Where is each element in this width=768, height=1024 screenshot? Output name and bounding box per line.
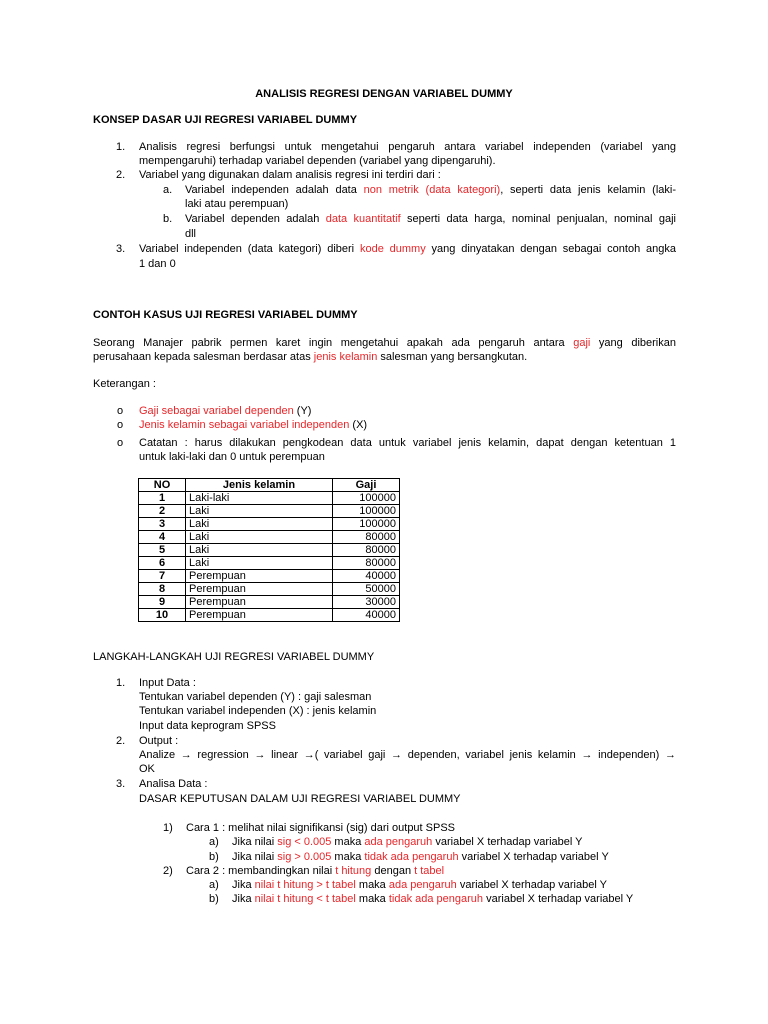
table-row: [139, 531, 400, 544]
table-row: [139, 570, 400, 583]
cell-no: 7: [139, 570, 186, 583]
contoh-paragraph-line-2: [93, 350, 527, 364]
list-letter: a): [209, 879, 219, 891]
cell-jenis-kelamin: Perempuan: [186, 596, 333, 609]
konsep-item-2a-line-2: laki atau perempuan): [185, 198, 289, 210]
highlight-text: tidak ada pengaruh: [364, 851, 459, 863]
cell-no: 5: [139, 544, 186, 557]
cell-no: 3: [139, 518, 186, 531]
list-letter: a): [209, 836, 219, 848]
highlight-text: gaji: [573, 337, 591, 349]
highlight-text: non metrik (data kategori): [363, 184, 501, 196]
step-2-line-1: Analize → regression → linear →( variabel gaji → dependen, variabel jenis kelamin → independen) →: [139, 749, 676, 761]
text-span: Jika: [232, 893, 255, 905]
text-span: Variabel independen (data kategori) diberi: [139, 243, 360, 255]
cell-jenis-kelamin: Laki-laki: [186, 492, 333, 505]
highlight-text: data kuantitatif: [325, 213, 401, 225]
cara-1a-text: [232, 835, 583, 849]
highlight-text: sig > 0.005: [277, 851, 332, 863]
cell-gaji: 40000: [333, 570, 400, 583]
bullet-icon: o: [117, 437, 124, 449]
highlight-text: ada pengaruh: [364, 836, 433, 848]
table-row: [139, 583, 400, 596]
cell-no: 4: [139, 531, 186, 544]
cell-gaji: 100000: [333, 518, 400, 531]
section-heading-konsep: KONSEP DASAR UJI REGRESI VARIABEL DUMMY: [93, 114, 358, 126]
text-span: maka: [355, 893, 389, 905]
text-span: perusahaan kepada salesman berdasar atas: [93, 351, 314, 363]
step-1-line-3: Input data keprogram SPSS: [139, 720, 276, 732]
highlight-text: nilai t hitung > t tabel: [254, 879, 356, 891]
highlight-text: sig < 0.005: [277, 836, 332, 848]
list-number: 3.: [116, 778, 126, 790]
cell-no: 10: [139, 609, 186, 622]
list-number: 1.: [116, 677, 126, 689]
table-row: [139, 505, 400, 518]
highlight-text: tidak ada pengaruh: [388, 893, 484, 905]
step-1-line-2: Tentukan variabel independen (X) : jenis kelamin: [139, 705, 377, 717]
highlight-text: ada pengaruh: [388, 879, 457, 891]
keterangan-item-3-line-2: untuk laki-laki dan 0 untuk perempuan: [139, 451, 325, 463]
text-span: Cara 2 : membandingkan nilai: [186, 865, 336, 877]
salary-data-table: [138, 478, 400, 622]
table-row: [139, 596, 400, 609]
konsep-item-1-line-1: Analisis regresi berfungsi untuk mengetahui pengaruh antara variabel independen (variabel yang: [139, 141, 676, 153]
section-heading-langkah: LANGKAH-LANGKAH UJI REGRESI VARIABEL DUMMY: [93, 651, 375, 663]
step-2-line-2: OK: [139, 763, 155, 775]
column-header-jenis-kelamin: Jenis kelamin: [186, 479, 333, 492]
cell-no: 8: [139, 583, 186, 596]
table-row: [139, 518, 400, 531]
konsep-item-3-line-1: [139, 242, 676, 256]
text-span: Seorang Manajer pabrik permen karet ingin mengetahui apakah ada pengaruh antara: [93, 337, 574, 349]
text-span: seperti data harga, nominal penjualan, nominal gaji: [400, 213, 676, 225]
cell-jenis-kelamin: Laki: [186, 544, 333, 557]
highlight-text: Jenis kelamin sebagai variabel independen: [139, 419, 350, 431]
text-span: Variabel independen adalah data: [185, 184, 364, 196]
step-1-title: Input Data :: [139, 677, 196, 689]
list-number: 2): [163, 865, 173, 877]
cell-gaji: 100000: [333, 492, 400, 505]
text-span: Jika nilai: [232, 836, 278, 848]
cara-2b-text: [232, 892, 633, 906]
highlight-text: kode dummy: [359, 243, 426, 255]
column-header-no: NO: [139, 479, 186, 492]
text-span: (X): [349, 419, 368, 431]
konsep-item-2b-line-2: dll: [185, 228, 197, 240]
table-row: [139, 609, 400, 622]
table-header-row: [139, 479, 400, 492]
list-number: 2.: [116, 169, 126, 181]
cell-jenis-kelamin: Laki: [186, 505, 333, 518]
text-span: variabel X terhadap variabel Y: [432, 836, 583, 848]
text-span: maka: [355, 879, 389, 891]
keterangan-item-1: [139, 404, 311, 418]
cell-no: 9: [139, 596, 186, 609]
cell-gaji: 30000: [333, 596, 400, 609]
cell-gaji: 80000: [333, 531, 400, 544]
cara-1-text: Cara 1 : melihat nilai signifikansi (sig) dari output SPSS: [186, 822, 456, 834]
keterangan-label: Keterangan :: [93, 378, 156, 390]
step-2-title: Output :: [139, 735, 179, 747]
cell-no: 6: [139, 557, 186, 570]
text-span: dengan: [371, 865, 415, 877]
text-span: salesman yang bersangkutan.: [377, 351, 528, 363]
konsep-item-2b-line-1: [185, 212, 676, 226]
table-body: [139, 492, 400, 622]
cell-gaji: 80000: [333, 544, 400, 557]
cell-jenis-kelamin: Laki: [186, 557, 333, 570]
section-heading-contoh: CONTOH KASUS UJI REGRESI VARIABEL DUMMY: [93, 309, 358, 321]
keterangan-item-2: [139, 418, 367, 432]
bullet-icon: o: [117, 405, 124, 417]
cara-2-text: [186, 864, 444, 878]
cell-gaji: 80000: [333, 557, 400, 570]
text-span: (Y): [293, 405, 312, 417]
contoh-paragraph-line-1: [93, 336, 676, 350]
text-span: Variabel dependen adalah: [185, 213, 326, 225]
text-span: variabel X terhadap variabel Y: [458, 851, 609, 863]
document-title: ANALISIS REGRESI DENGAN VARIABEL DUMMY: [255, 88, 513, 100]
list-number: 3.: [116, 243, 126, 255]
cell-jenis-kelamin: Perempuan: [186, 570, 333, 583]
list-letter: b.: [163, 213, 173, 225]
text-span: maka: [331, 836, 365, 848]
konsep-item-1-line-2: mempengaruhi) terhadap variabel dependen (variabel yang dipengaruhi).: [139, 155, 496, 167]
konsep-item-3-line-2: 1 dan 0: [139, 258, 176, 270]
text-span: maka: [331, 851, 365, 863]
table-row: [139, 557, 400, 570]
list-number: 2.: [116, 735, 126, 747]
list-number: 1): [163, 822, 173, 834]
highlight-text: Gaji sebagai variabel dependen: [139, 405, 294, 417]
highlight-text: t tabel: [414, 865, 445, 877]
text-span: variabel X terhadap variabel Y: [483, 893, 634, 905]
text-span: , seperti data jenis kelamin (laki-: [500, 184, 676, 196]
list-letter: b): [209, 851, 219, 863]
konsep-item-2a-line-1: [185, 183, 676, 197]
list-letter: b): [209, 893, 219, 905]
konsep-item-2-line-1: Variabel yang digunakan dalam analisis regresi ini terdiri dari :: [139, 169, 441, 181]
step-3-line-1: DASAR KEPUTUSAN DALAM UJI REGRESI VARIABEL DUMMY: [139, 793, 461, 805]
text-span: yang diberikan: [590, 337, 676, 349]
highlight-text: jenis kelamin: [313, 351, 378, 363]
cell-gaji: 40000: [333, 609, 400, 622]
step-1-line-1: Tentukan variabel dependen (Y) : gaji salesman: [139, 691, 372, 703]
cara-2a-text: [232, 878, 607, 892]
bullet-icon: o: [117, 419, 124, 431]
cell-no: 2: [139, 505, 186, 518]
table-row: [139, 544, 400, 557]
highlight-text: t hitung: [335, 865, 372, 877]
cell-jenis-kelamin: Perempuan: [186, 583, 333, 596]
cell-gaji: 100000: [333, 505, 400, 518]
highlight-text: nilai t hitung < t tabel: [254, 893, 356, 905]
list-letter: a.: [163, 184, 173, 196]
column-header-gaji: Gaji: [333, 479, 400, 492]
cell-jenis-kelamin: Laki: [186, 518, 333, 531]
text-span: yang dinyatakan dengan sebagai contoh angka: [425, 243, 676, 255]
cell-jenis-kelamin: Perempuan: [186, 609, 333, 622]
list-number: 1.: [116, 141, 126, 153]
text-span: Jika: [232, 879, 255, 891]
step-3-title: Analisa Data :: [139, 778, 208, 790]
text-span: variabel X terhadap variabel Y: [456, 879, 607, 891]
cell-gaji: 50000: [333, 583, 400, 596]
text-span: Jika nilai: [232, 851, 278, 863]
cara-1b-text: [232, 850, 609, 864]
cell-jenis-kelamin: Laki: [186, 531, 333, 544]
table-row: [139, 492, 400, 505]
cell-no: 1: [139, 492, 186, 505]
keterangan-item-3-line-1: Catatan : harus dilakukan pengkodean data untuk variabel jenis kelamin, dapat dengan ketentuan 1: [139, 437, 676, 449]
